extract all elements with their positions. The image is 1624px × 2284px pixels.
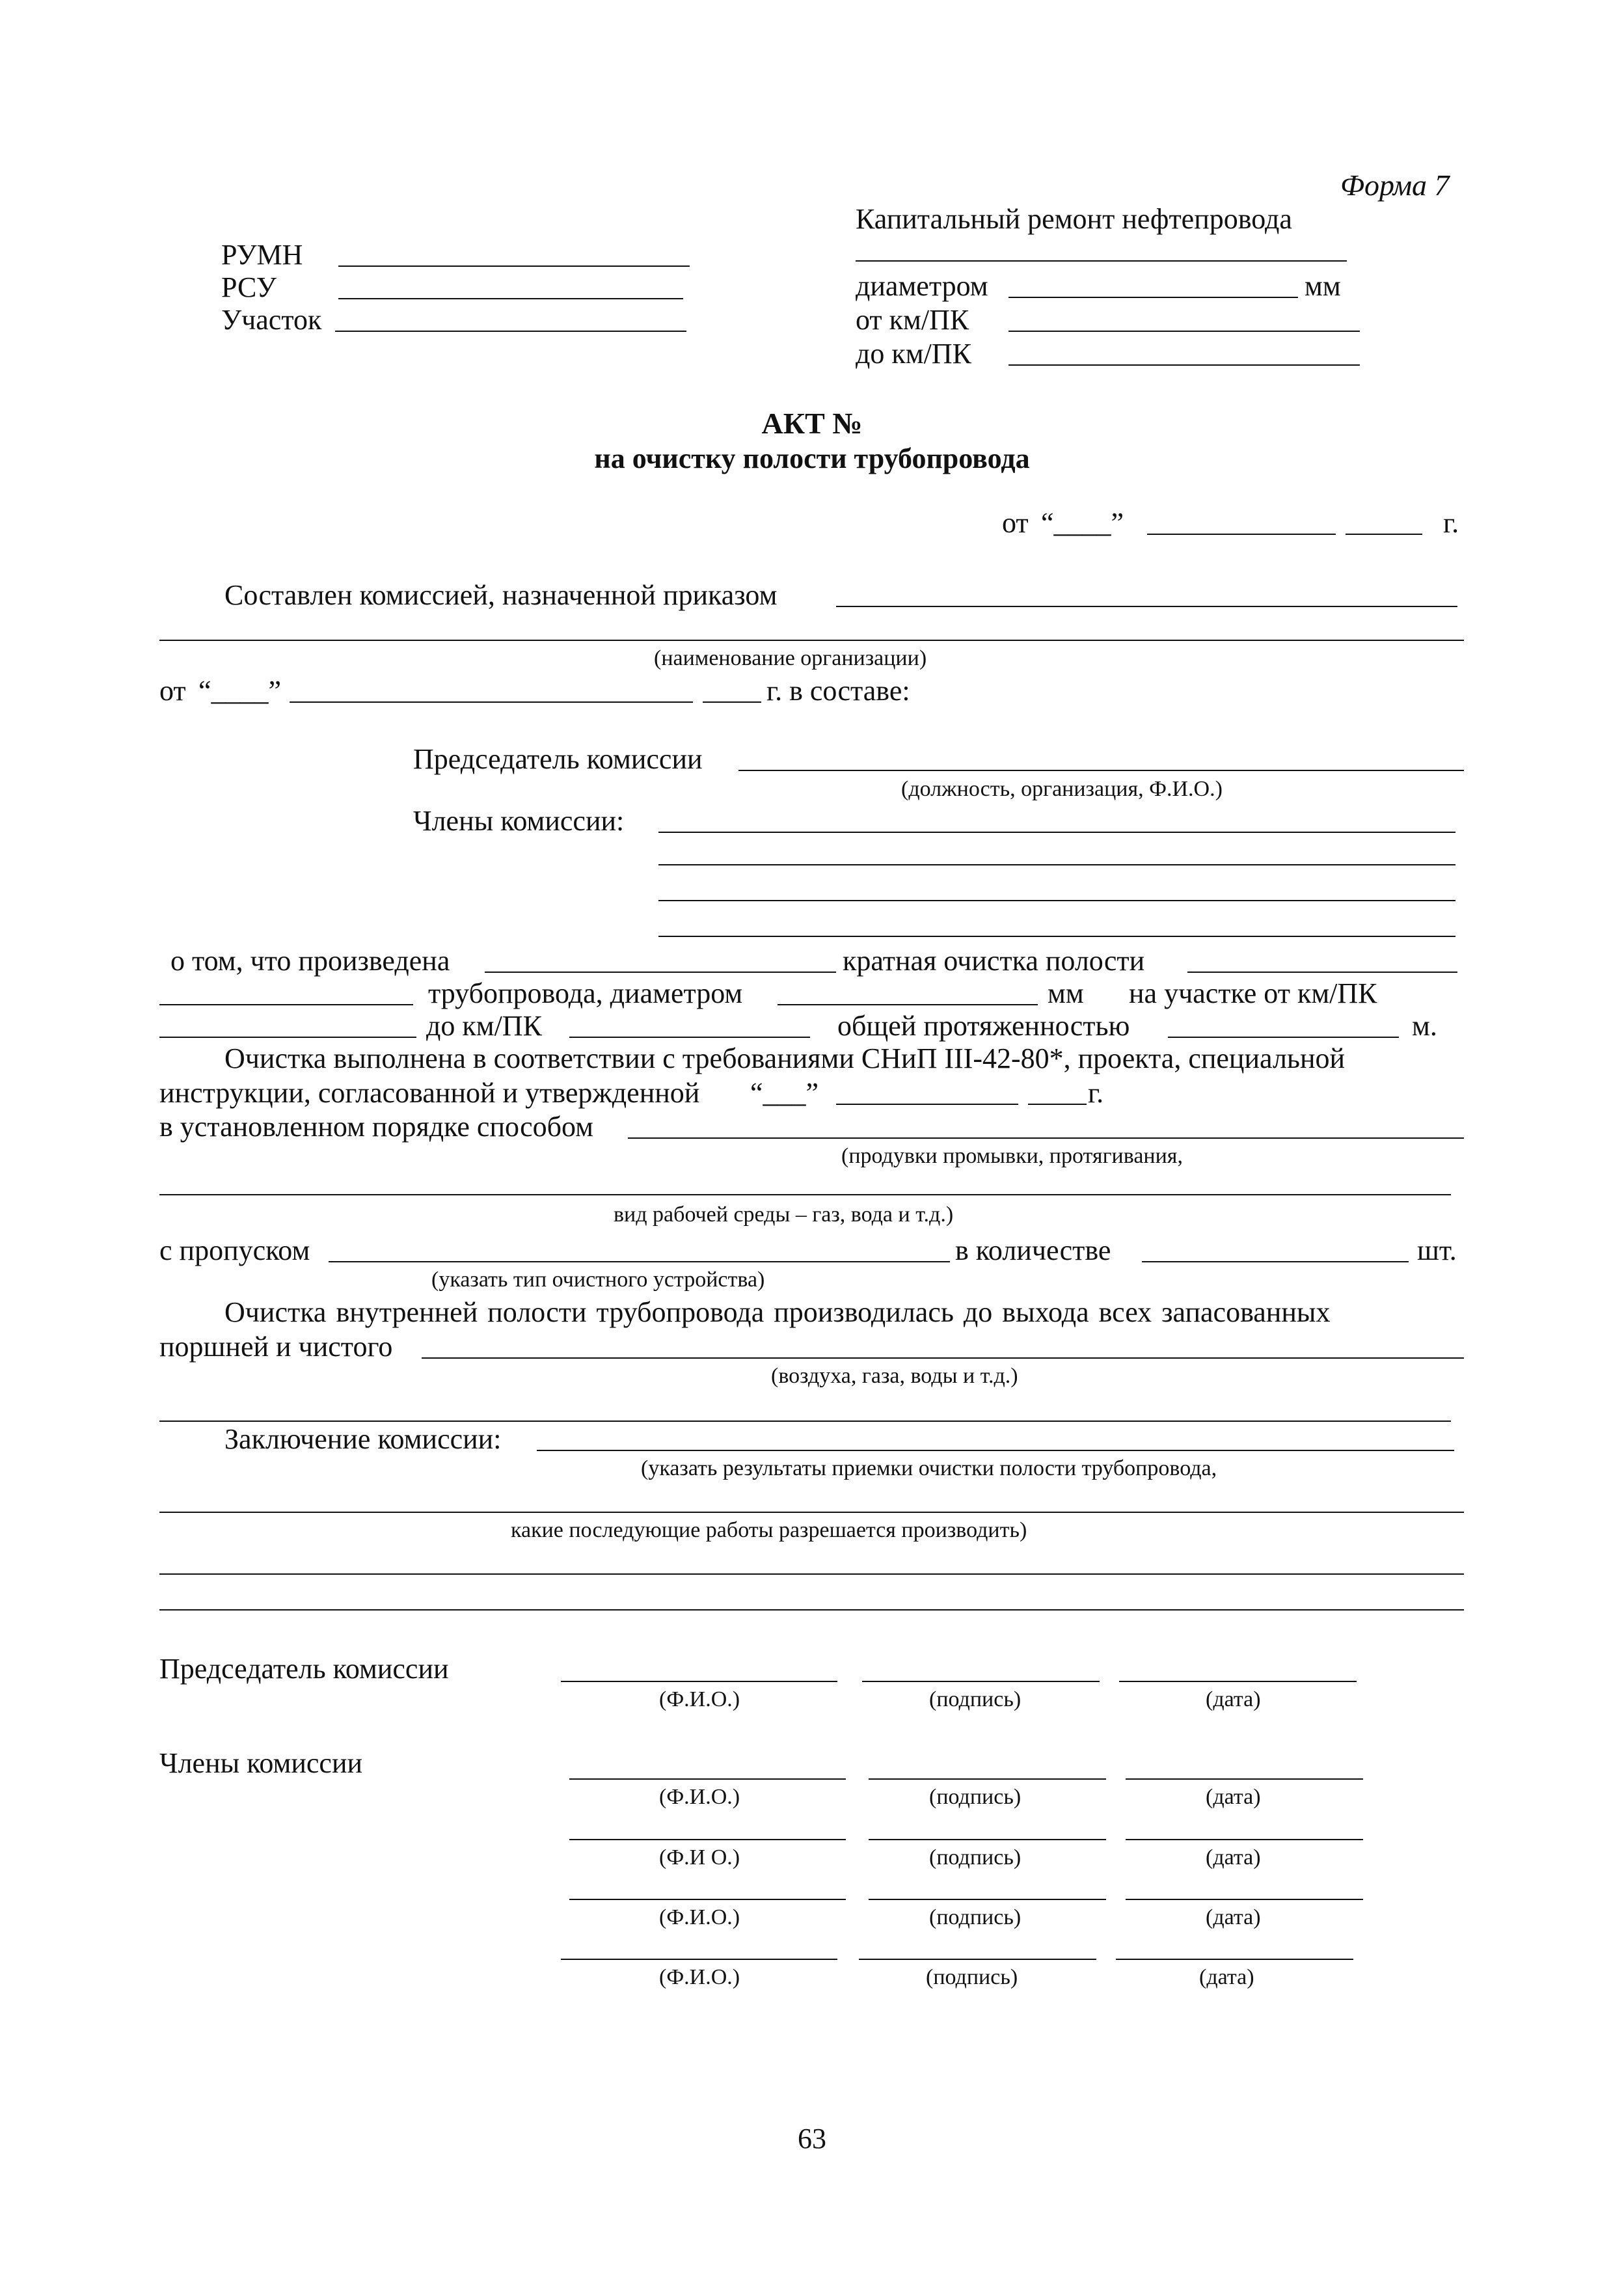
requirements-text: Очистка выполнена в соответствии с требованиями СНиП III-42-80*, проекта, специальной — [224, 1042, 1346, 1074]
member-field-3[interactable] — [658, 900, 1455, 901]
method-caption-2: вид рабочей среды – газ, вода и т.д.) — [614, 1203, 954, 1227]
fio-caption: (Ф.И.О.) — [659, 1965, 740, 1989]
total-length-label: общей протяженностью — [837, 1010, 1130, 1042]
instruction-text: инструкции, согласованной и утвержденной — [159, 1077, 700, 1109]
signature-caption: (подпись) — [929, 1845, 1022, 1869]
pistons-label: поршней и чистого — [159, 1331, 393, 1363]
chairman-field[interactable] — [738, 770, 1464, 771]
chairman-caption: (должность, организация, Ф.И.О.) — [901, 777, 1223, 801]
signature-caption: (подпись) — [929, 1687, 1022, 1711]
act-title: АКТ № — [761, 407, 863, 440]
signature-caption: (подпись) — [929, 1785, 1022, 1809]
instruction-date-suffix: г. — [1088, 1077, 1104, 1109]
date-caption: (дата) — [1206, 1845, 1261, 1869]
pass-device-field[interactable] — [329, 1261, 950, 1262]
section-to-field[interactable] — [569, 1037, 810, 1038]
conclusion-field-3[interactable] — [159, 1573, 1464, 1575]
signature-field[interactable] — [859, 1959, 1096, 1960]
method-label: в установленном порядке способом — [159, 1111, 594, 1143]
instruction-date-month[interactable] — [836, 1104, 1018, 1105]
date-field[interactable] — [1126, 1899, 1363, 1900]
section-to-label: до км/ПК — [426, 1010, 542, 1042]
conclusion-field-4[interactable] — [159, 1609, 1464, 1611]
section-from-field[interactable] — [159, 1037, 416, 1038]
conclusion-field[interactable] — [537, 1450, 1454, 1451]
method-caption-1: (продувки промывки, протягивания, — [841, 1144, 1183, 1168]
date-caption: (дата) — [1206, 1785, 1261, 1809]
act-date-day[interactable]: “____” — [1041, 507, 1124, 539]
signature-field[interactable] — [869, 1839, 1106, 1840]
conclusion-field-2[interactable] — [159, 1512, 1464, 1513]
date-caption: (дата) — [1206, 1687, 1261, 1711]
pipeline-field[interactable] — [159, 1004, 413, 1005]
order-date-year[interactable] — [703, 701, 761, 703]
sign-chairman-label: Председатель комиссии — [159, 1653, 449, 1685]
act-date-month[interactable] — [1147, 534, 1336, 535]
act-subtitle: на очистку полости трубопровода — [594, 442, 1030, 474]
member-field-2[interactable] — [658, 864, 1455, 865]
conclusion-caption-1: (указать результаты приемки очистки полости трубопровода, — [641, 1456, 1217, 1480]
inner-cleaning-text: Очистка внутренней полости трубопровода производилась до выхода всех запасованных — [224, 1296, 1331, 1328]
composition-label: г. в составе: — [766, 675, 910, 707]
fio-field[interactable] — [569, 1778, 846, 1780]
pipeline-diameter-unit: мм — [1048, 977, 1084, 1009]
total-length-field[interactable] — [1168, 1037, 1399, 1038]
repair-title: Капитальный ремонт нефтепровода — [856, 203, 1292, 235]
date-caption: (дата) — [1199, 1965, 1254, 1989]
fio-field[interactable] — [561, 1959, 837, 1960]
sign-members-label: Члены комиссии — [159, 1747, 363, 1779]
signature-field[interactable] — [869, 1778, 1106, 1780]
medium-caption: (воздуха, газа, воды и т.д.) — [771, 1364, 1018, 1388]
act-date-year[interactable] — [1346, 534, 1422, 535]
order-date-from: от — [159, 675, 186, 707]
conclusion-caption-2: какие последующие работы разрешается производить) — [511, 1518, 1027, 1542]
cleaning-type-label: кратная очистка полости — [843, 945, 1145, 977]
pipeline-diameter-label: трубопровода, диаметром — [428, 977, 743, 1009]
cleaning-count-field[interactable] — [485, 972, 836, 973]
diameter-unit: мм — [1305, 270, 1341, 302]
chairman-label: Председатель комиссии — [413, 743, 703, 775]
order-date-day[interactable]: “____” — [198, 675, 282, 707]
rsu-label: РСУ — [221, 271, 277, 303]
section-label: Участок — [221, 304, 322, 336]
date-field[interactable] — [1116, 1959, 1353, 1960]
fio-caption: (Ф.И.О.) — [659, 1687, 740, 1711]
organization-caption: (наименование организации) — [654, 646, 927, 670]
date-field[interactable] — [1119, 1681, 1357, 1682]
section-from-label: на участке от км/ПК — [1129, 977, 1377, 1009]
fio-field[interactable] — [561, 1681, 837, 1682]
signature-caption: (подпись) — [929, 1905, 1022, 1929]
date-field[interactable] — [1126, 1778, 1363, 1780]
section-field[interactable] — [335, 331, 686, 332]
members-label: Члены комиссии: — [413, 805, 625, 837]
page-number: 63 — [798, 2123, 826, 2155]
medium-field-2[interactable] — [159, 1421, 1451, 1422]
signature-caption: (подпись) — [926, 1965, 1018, 1989]
pass-quantity-label: в количестве — [955, 1234, 1111, 1266]
cavity-field[interactable] — [1187, 972, 1457, 973]
method-field[interactable] — [628, 1137, 1464, 1139]
fio-caption: (Ф.И.О.) — [659, 1785, 740, 1809]
diameter-label: диаметром — [856, 270, 988, 302]
signature-field[interactable] — [869, 1899, 1106, 1900]
fio-caption: (Ф.И О.) — [659, 1845, 740, 1869]
fio-caption: (Ф.И.О.) — [659, 1905, 740, 1929]
pipeline-diameter-field[interactable] — [778, 1004, 1038, 1005]
date-field[interactable] — [1126, 1839, 1363, 1840]
act-date-from: от — [1002, 507, 1029, 539]
order-date-month[interactable] — [290, 701, 693, 703]
composed-by-label: Составлен комиссией, назначенной приказом — [224, 579, 778, 611]
to-km-label: до км/ПК — [856, 338, 971, 370]
form-number: Форма 7 — [1340, 169, 1450, 202]
order-field[interactable] — [836, 606, 1457, 607]
to-km-field[interactable] — [1008, 364, 1360, 366]
rsu-field[interactable] — [338, 298, 683, 299]
organization-field[interactable] — [159, 640, 1464, 641]
total-length-unit: м. — [1412, 1010, 1437, 1042]
pass-quantity-field[interactable] — [1142, 1261, 1409, 1262]
pass-label: с пропуском — [159, 1234, 310, 1266]
from-km-field[interactable] — [1008, 331, 1360, 332]
signature-field[interactable] — [862, 1681, 1100, 1682]
date-caption: (дата) — [1206, 1905, 1261, 1929]
repair-title-blank[interactable] — [856, 260, 1347, 262]
diameter-field[interactable] — [1008, 297, 1298, 298]
instruction-date-year[interactable] — [1028, 1104, 1087, 1105]
rumn-label: РУМН — [221, 239, 303, 271]
instruction-date-day[interactable]: “___” — [750, 1077, 819, 1109]
performed-label: о том, что произведена — [170, 945, 450, 977]
rumn-field[interactable] — [338, 265, 690, 267]
medium-field[interactable] — [422, 1357, 1464, 1359]
method-field-2[interactable] — [159, 1194, 1451, 1195]
fio-field[interactable] — [569, 1899, 846, 1900]
from-km-label: от км/ПК — [856, 304, 969, 336]
pass-quantity-unit: шт. — [1417, 1234, 1457, 1266]
member-field-1[interactable] — [658, 832, 1455, 833]
fio-field[interactable] — [569, 1839, 846, 1840]
conclusion-label: Заключение комиссии: — [224, 1423, 502, 1455]
member-field-4[interactable] — [658, 936, 1455, 937]
pass-caption: (указать тип очистного устройства) — [431, 1268, 765, 1292]
act-date-suffix: г. — [1443, 507, 1459, 539]
